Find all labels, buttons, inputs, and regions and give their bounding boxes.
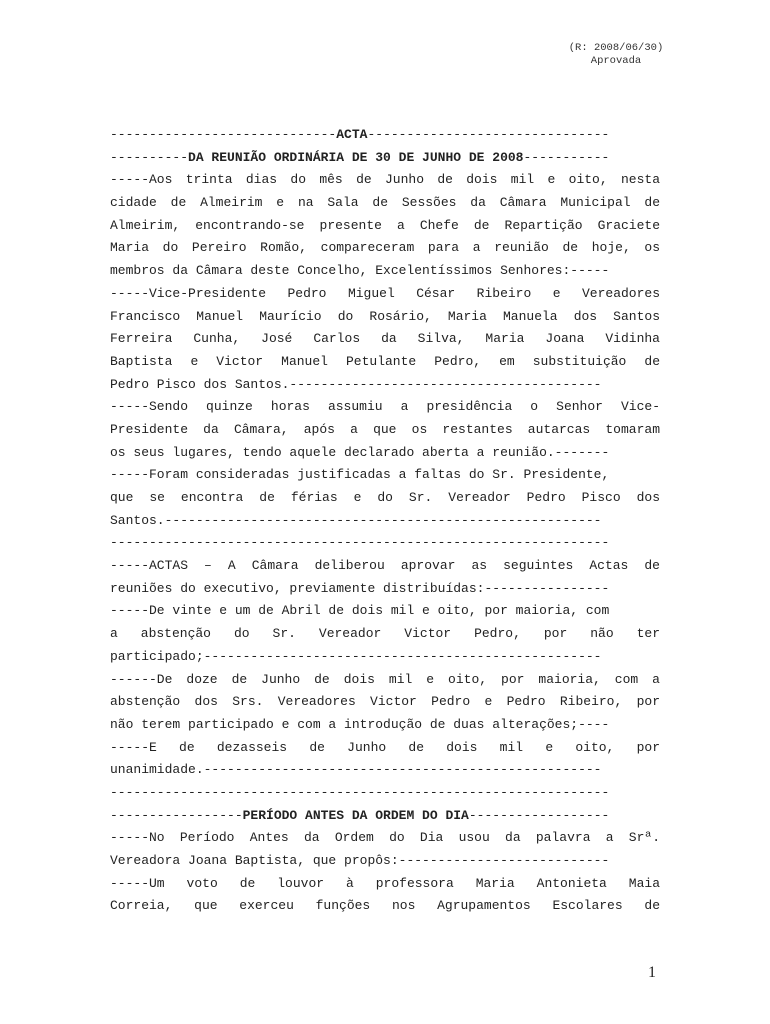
- text-line: -----E de dezasseis de Junho de dois mil e oito, por: [110, 739, 660, 755]
- text-line: Maria do Pereiro Romão, compareceram para a reunião de hoje, os: [110, 240, 660, 256]
- text-line: cidade de Almeirim e na Sala de Sessões da Câmara Municipal de: [110, 195, 660, 211]
- document-title: -----------------------------ACTA-------------------------------: [110, 127, 610, 142]
- approval-status: Aprovada: [590, 55, 642, 67]
- document-header-stamp: [536, 42, 696, 68]
- text-line: -----Um voto de louvor à professora Maria Antonieta Maia: [110, 875, 660, 891]
- text-line: Ferreira Cunha, José Carlos da Silva, Maria Joana Vidinha: [110, 331, 660, 347]
- text-line: -----Vice-Presidente Pedro Miguel César Ribeiro e Vereadores: [110, 285, 660, 301]
- approval-reference: (R: 2008/06/30): [568, 42, 664, 54]
- text-line: -----Foram consideradas justificadas a faltas do Sr. Presidente,: [110, 467, 610, 483]
- text-line: Vereadora Joana Baptista, que propôs:---------------------------: [110, 853, 610, 868]
- text-line: a abstenção do Sr. Vereador Victor Pedro, por não ter: [110, 626, 660, 642]
- text-line: Santos.--------------------------------------------------------: [110, 512, 602, 528]
- document-subtitle: ----------DA REUNIÃO ORDINÁRIA DE 30 DE JUNHO DE 2008-----------: [110, 149, 610, 165]
- text-line: Correia, que exerceu funções nos Agrupamentos Escolares de: [110, 898, 660, 914]
- text-line: -----De vinte e um de Abril de dois mil e oito, por maioria, com: [110, 603, 610, 619]
- section-heading: -----------------PERÍODO ANTES DA ORDEM DO DIA------------------: [110, 807, 610, 823]
- text-line: reuniões do executivo, previamente distribuídas:----------------: [110, 580, 610, 596]
- text-line: -----ACTAS – A Câmara deliberou aprovar as seguintes Actas de: [110, 558, 660, 574]
- text-line: participado;---------------------------------------------------: [110, 648, 602, 664]
- text-line: -----No Período Antes da Ordem do Dia usou da palavra a Srª.: [110, 830, 660, 846]
- text-line: Baptista e Victor Manuel Petulante Pedro, em substituição de: [110, 353, 660, 369]
- text-line: Almeirim, encontrando-se presente a Chefe de Repartição Graciete: [110, 217, 660, 233]
- text-line: -----Aos trinta dias do mês de Junho de dois mil e oito, nesta: [110, 172, 660, 188]
- text-line: que se encontra de férias e do Sr. Vereador Pedro Pisco dos: [110, 490, 660, 505]
- text-line: unanimidade.---------------------------------------------------: [110, 762, 602, 778]
- text-line: os seus lugares, tendo aquele declarado aberta a reunião.-------: [110, 444, 610, 460]
- text-line: membros da Câmara deste Concelho, Excelentíssimos Senhores:-----: [110, 263, 610, 279]
- text-line: abstenção dos Srs. Vereadores Victor Pedro e Pedro Ribeiro, por: [110, 694, 660, 710]
- text-line: Presidente da Câmara, após a que os restantes autarcas tomaram: [110, 421, 660, 437]
- text-line: ------De doze de Junho de dois mil e oito, por maioria, com a: [110, 671, 660, 687]
- text-line: não terem participado e com a introdução de duas alterações;----: [110, 716, 610, 732]
- separator-line: ----------------------------------------------------------------: [110, 784, 610, 800]
- page-number: 1: [648, 964, 656, 981]
- separator-line: ----------------------------------------------------------------: [110, 535, 610, 551]
- text-line: -----Sendo quinze horas assumiu a presidência o Senhor Vice-: [110, 399, 660, 415]
- minutes-body: [110, 124, 660, 918]
- text-line: Pedro Pisco dos Santos.----------------------------------------: [110, 376, 602, 392]
- text-line: Francisco Manuel Maurício do Rosário, Maria Manuela dos Santos: [110, 308, 660, 324]
